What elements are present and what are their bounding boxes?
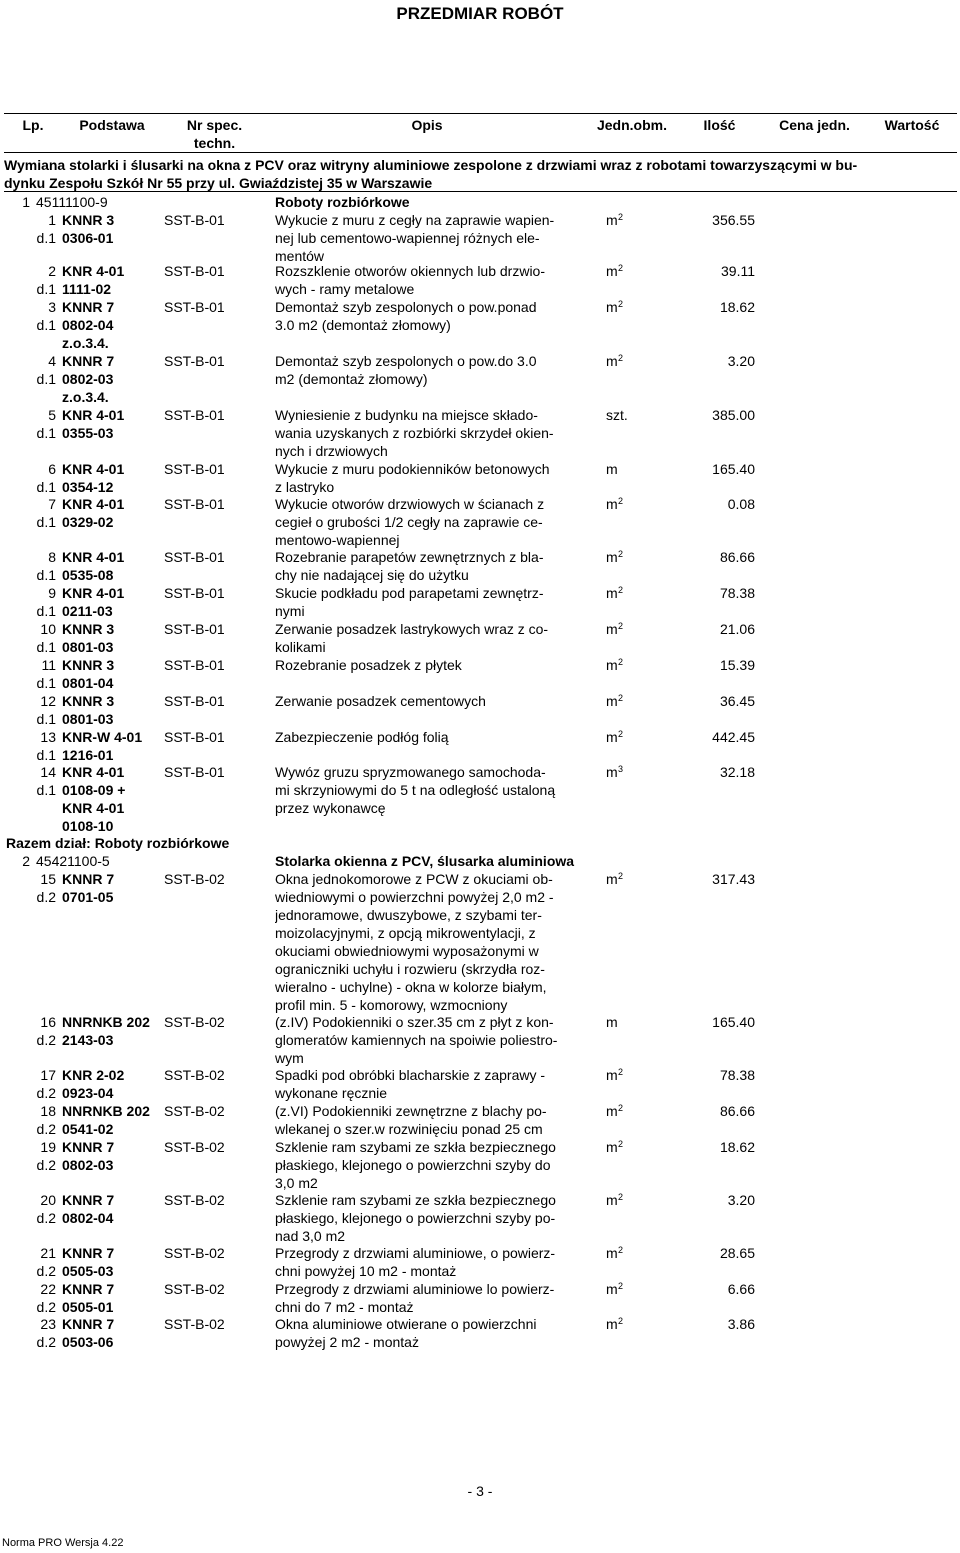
item-quantity: 32.18 (719, 764, 755, 780)
item-unit: m (606, 1192, 618, 1208)
item-spec: SST-B-01 (164, 212, 225, 228)
item-description: profil min. 5 - komorowy, wzmocniony (275, 997, 508, 1013)
item-base: KNNR 7 (62, 1281, 115, 1297)
item-number: 8 (48, 549, 56, 565)
item-quantity: 3.20 (727, 1192, 755, 1208)
item-unit: m (606, 871, 618, 887)
item-unit: m (606, 621, 618, 637)
item-number: 3 (48, 299, 56, 315)
item-spec: SST-B-01 (164, 263, 225, 279)
item-number: 12 (40, 693, 56, 709)
item-number: 19 (40, 1139, 56, 1155)
unit-exponent: 2 (618, 1103, 624, 1113)
unit-exponent-wrap (618, 1280, 623, 1298)
item-base: KNNR 7 (62, 353, 115, 369)
item-description: Rozszklenie otworów okiennych lub drzwio- (275, 263, 546, 279)
unit-exponent: 2 (618, 693, 624, 703)
item-description: cegieł o grubości 1/2 cegły na zaprawie ce- (275, 514, 543, 530)
item-description: wym (275, 1050, 304, 1066)
item-base: 0802-04 (62, 317, 114, 333)
item-unit: m (606, 1245, 618, 1261)
unit-exponent-wrap (618, 1138, 623, 1156)
item-description: przez wykonawcę (275, 800, 386, 816)
col-lp: Lp. (4, 114, 62, 153)
item-spec: SST-B-02 (164, 1281, 225, 1297)
group-name: Stolarka okienna z PCV, ślusarka aluminiowa (275, 853, 575, 869)
item-description: nymi (275, 603, 305, 619)
item-number: 23 (40, 1316, 56, 1332)
item-spec: SST-B-01 (164, 353, 225, 369)
item-quantity: 21.06 (719, 621, 755, 637)
item-unit: m (606, 585, 618, 601)
item-base: KNR 4-01 (62, 461, 125, 477)
item-description: mentów (275, 248, 325, 264)
item-base: 0505-01 (62, 1299, 114, 1315)
item-division: d.1 (36, 782, 56, 798)
item-base: KNR 4-01 (62, 800, 125, 816)
item-division: d.1 (36, 675, 56, 691)
item-base: z.o.3.4. (62, 335, 109, 351)
item-quantity: 78.38 (719, 1067, 755, 1083)
item-division: d.1 (36, 425, 56, 441)
item-base: KNNR 3 (62, 657, 115, 673)
item-division: d.1 (36, 711, 56, 727)
col-podstawa: Podstawa (62, 114, 162, 153)
item-description: Demontaż szyb zespolonych o pow.do 3.0 (275, 353, 537, 369)
item-description: mentowo-wapiennej (275, 532, 400, 548)
item-division: d.1 (36, 230, 56, 246)
item-base: 0505-03 (62, 1263, 114, 1279)
item-unit: m (606, 1139, 618, 1155)
item-base: 0541-02 (62, 1121, 114, 1137)
item-spec: SST-B-02 (164, 1067, 225, 1083)
item-number: 7 (48, 496, 56, 512)
item-spec: SST-B-02 (164, 871, 225, 887)
item-description: ograniczniki uchyłu i rozwieru (skrzydła roz- (275, 961, 545, 977)
item-quantity: 15.39 (719, 657, 755, 673)
item-unit: szt. (606, 407, 628, 423)
item-base: 0802-03 (62, 1157, 114, 1173)
item-base: KNNR 7 (62, 1139, 115, 1155)
item-division: d.1 (36, 639, 56, 655)
unit-exponent-wrap (618, 352, 623, 370)
unit-exponent: 2 (618, 729, 624, 739)
item-unit: m (606, 1316, 618, 1332)
item-quantity: 317.43 (712, 871, 755, 887)
item-description: 3.0 m2 (demontaż złomowy) (275, 317, 451, 333)
item-base: 0503-06 (62, 1334, 114, 1350)
item-unit: m (606, 212, 618, 228)
item-number: 17 (40, 1067, 56, 1083)
item-description: Zerwanie posadzek cementowych (275, 693, 486, 709)
item-description: Wykucie z muru podokienników betonowych (275, 461, 550, 477)
item-description: wych - ramy metalowe (275, 281, 415, 297)
item-description: Demontaż szyb zespolonych o pow.ponad (275, 299, 537, 315)
item-quantity: 86.66 (719, 549, 755, 565)
item-description: Przegrody z drzwiami aluminiowe lo powierz- (275, 1281, 555, 1297)
item-base: KNR 4-01 (62, 407, 125, 423)
item-unit: m (606, 764, 618, 780)
unit-exponent-wrap (618, 692, 623, 710)
item-base: KNNR 7 (62, 1192, 115, 1208)
item-description: Przegrody z drzwiami aluminiowe, o powierz- (275, 1245, 556, 1261)
col-opis: Opis (267, 114, 587, 153)
item-description: wania uzyskanych z rozbiórki skrzydeł okien- (275, 425, 554, 441)
section-title: Wymiana stolarki i ślusarki na okna z PCV oraz witryny aluminiowe zespolone z drzwiami wraz z robotami towarzyszącymi w bu- dynku Zespołu Szkół Nr 55 przy ul. Gwiaździstej 35 w Warszawie (4, 157, 858, 191)
item-division: d.2 (36, 1334, 56, 1350)
item-description: płaskiego, klejonego o powierzchni szyby do (275, 1157, 551, 1173)
unit-exponent-wrap (618, 1315, 623, 1333)
item-division: d.2 (36, 1032, 56, 1048)
item-spec: SST-B-02 (164, 1192, 225, 1208)
item-number: 16 (40, 1014, 56, 1030)
page-title: PRZEDMIAR ROBÓT (396, 4, 564, 23)
col-ilosc: Ilość (677, 114, 762, 153)
item-division: d.1 (36, 281, 56, 297)
item-quantity: 18.62 (719, 1139, 755, 1155)
unit-exponent: 2 (618, 353, 624, 363)
item-description: z lastryko (275, 479, 335, 495)
item-number: 1 (48, 212, 56, 228)
item-base: KNNR 3 (62, 212, 115, 228)
item-description: chni powyżej 10 m2 - montaż (275, 1263, 457, 1279)
item-division: d.2 (36, 1121, 56, 1137)
item-quantity: 356.55 (712, 212, 755, 228)
unit-exponent-wrap (618, 870, 623, 888)
item-number: 2 (48, 263, 56, 279)
unit-exponent: 2 (618, 496, 624, 506)
unit-exponent-wrap (618, 1066, 623, 1084)
item-description: chni do 7 m2 - montaż (275, 1299, 414, 1315)
item-description: Wykucie otworów drzwiowych w ścianach z (275, 496, 545, 512)
item-base: KNR 4-01 (62, 764, 125, 780)
item-division: d.2 (36, 1299, 56, 1315)
item-quantity: 385.00 (712, 407, 755, 423)
item-description: Szklenie ram szybami ze szkła bezpiecznego (275, 1139, 556, 1155)
item-number: 22 (40, 1281, 56, 1297)
item-unit: m (606, 1014, 618, 1030)
group-number: 2 (22, 853, 30, 869)
item-base: KNNR 7 (62, 871, 115, 887)
unit-exponent: 2 (618, 657, 624, 667)
item-spec: SST-B-01 (164, 729, 225, 745)
unit-exponent: 2 (618, 1067, 624, 1077)
item-base: 1216-01 (62, 747, 114, 763)
item-quantity: 36.45 (719, 693, 755, 709)
item-quantity: 3.86 (727, 1316, 755, 1332)
item-description: powyżej 2 m2 - montaż (275, 1334, 419, 1350)
item-quantity: 6.66 (727, 1281, 755, 1297)
unit-exponent-wrap (618, 1102, 623, 1120)
item-description: chy nie nadającej się do użytku (275, 567, 469, 583)
item-base: 0701-05 (62, 889, 114, 905)
item-description: nej lub cementowo-wapiennej różnych ele- (275, 230, 540, 246)
item-description: Wykucie z muru z cegły na zaprawie wapien- (275, 212, 555, 228)
item-description: Szklenie ram szybami ze szkła bezpiecznego (275, 1192, 556, 1208)
item-quantity: 0.08 (727, 496, 755, 512)
item-unit: m (606, 657, 618, 673)
unit-exponent-wrap (618, 728, 623, 746)
item-number: 5 (48, 407, 56, 423)
item-description: 3,0 m2 (275, 1175, 318, 1191)
item-base: KNR-W 4-01 (62, 729, 143, 745)
item-number: 6 (48, 461, 56, 477)
item-quantity: 78.38 (719, 585, 755, 601)
item-unit: m (606, 353, 618, 369)
item-spec: SST-B-02 (164, 1245, 225, 1261)
item-number: 10 (40, 621, 56, 637)
item-base: KNR 2-02 (62, 1067, 125, 1083)
item-unit: m (606, 496, 618, 512)
item-unit: m (606, 693, 618, 709)
item-spec: SST-B-01 (164, 693, 225, 709)
item-number: 15 (40, 871, 56, 887)
item-spec: SST-B-02 (164, 1103, 225, 1119)
item-base: KNR 4-01 (62, 549, 125, 565)
item-description: glomeratów kamiennych na spoiwie poliestro- (275, 1032, 558, 1048)
col-nr-spec: Nr spec. techn. (162, 114, 267, 153)
section-divider (4, 191, 957, 192)
item-unit: m (606, 1103, 618, 1119)
section-total: Razem dział: Roboty rozbiórkowe (6, 835, 230, 851)
item-unit: m (606, 1067, 618, 1083)
unit-exponent-wrap (618, 620, 623, 638)
item-base: KNNR 7 (62, 1316, 115, 1332)
item-base: 0108-09 + (62, 782, 126, 798)
col-wartosc: Wartość (867, 114, 957, 153)
item-base: KNNR 7 (62, 299, 115, 315)
item-number: 9 (48, 585, 56, 601)
item-description: Skucie podkładu pod parapetami zewnętrz- (275, 585, 544, 601)
item-number: 4 (48, 353, 56, 369)
item-description: Spadki pod obróbki blacharskie z zaprawy - (275, 1067, 546, 1083)
group-code: 45111100-9 (36, 194, 108, 210)
item-number: 18 (40, 1103, 56, 1119)
item-spec: SST-B-02 (164, 1014, 225, 1030)
item-base: NNRNKB 202 (62, 1014, 150, 1030)
unit-exponent: 2 (618, 585, 624, 595)
item-description: Okna aluminiowe otwierane o powierzchni (275, 1316, 537, 1332)
item-spec: SST-B-02 (164, 1316, 225, 1332)
unit-exponent-wrap (618, 262, 623, 280)
unit-exponent-wrap (618, 763, 623, 781)
item-description: Rozebranie parapetów zewnętrznych z bla- (275, 549, 544, 565)
item-spec: SST-B-01 (164, 496, 225, 512)
item-division: d.2 (36, 889, 56, 905)
item-unit: m (606, 263, 618, 279)
item-base: NNRNKB 202 (62, 1103, 150, 1119)
item-description: płaskiego, klejonego o powierzchni szyby po- (275, 1210, 556, 1226)
item-description: Zerwanie posadzek lastrykowych wraz z co- (275, 621, 549, 637)
unit-exponent-wrap (618, 584, 623, 602)
item-description: wiedniowymi o powierzchni powyżej 2,0 m2 - (275, 889, 554, 905)
item-base: KNR 4-01 (62, 263, 125, 279)
item-number: 14 (40, 764, 56, 780)
item-division: d.2 (36, 1263, 56, 1279)
item-quantity: 18.62 (719, 299, 755, 315)
item-division: d.1 (36, 747, 56, 763)
item-base: 0801-03 (62, 711, 114, 727)
item-description: moizolacyjnymi, z opcją mikrowentylacji, z (275, 925, 536, 941)
item-spec: SST-B-01 (164, 764, 225, 780)
item-division: d.2 (36, 1085, 56, 1101)
item-spec: SST-B-01 (164, 657, 225, 673)
item-spec: SST-B-01 (164, 407, 225, 423)
item-description: wykonane ręcznie (275, 1085, 388, 1101)
unit-exponent-wrap (618, 1244, 623, 1262)
footer-text: Norma PRO Wersja 4.22 (2, 1537, 124, 1549)
item-description: (z.VI) Podokienniki zewnętrzne z blachy po- (275, 1103, 547, 1119)
item-description: nych i drzwiowych (275, 443, 388, 459)
item-quantity: 39.11 (721, 263, 755, 279)
item-base: 1111-02 (62, 281, 112, 297)
item-base: KNR 4-01 (62, 496, 125, 512)
item-division: d.1 (36, 514, 56, 530)
item-description: mi skrzyniowymi do 5 t na odległość ustaloną (275, 782, 556, 798)
item-base: 0802-03 (62, 371, 114, 387)
item-description: (z.IV) Podokienniki o szer.35 cm z płyt z kon- (275, 1014, 554, 1030)
item-spec: SST-B-01 (164, 621, 225, 637)
item-division: d.1 (36, 479, 56, 495)
unit-exponent: 3 (618, 764, 624, 774)
item-spec: SST-B-01 (164, 585, 225, 601)
item-description: wieralno - uchylne) - okna w kolorze białym, (275, 979, 547, 995)
item-description: wlekanej o szer.w rozwinięciu ponad 25 cm (275, 1121, 543, 1137)
unit-exponent-wrap (618, 656, 623, 674)
unit-exponent-wrap (618, 211, 623, 229)
unit-exponent: 2 (618, 1245, 624, 1255)
item-description: Wyniesienie z budynku na miejsce składo- (275, 407, 538, 423)
item-base: z.o.3.4. (62, 389, 109, 405)
unit-exponent-wrap (618, 298, 623, 316)
unit-exponent: 2 (618, 1139, 624, 1149)
item-base: 0354-12 (62, 479, 114, 495)
unit-exponent-wrap (618, 495, 623, 513)
unit-exponent: 2 (618, 549, 624, 559)
unit-exponent: 2 (618, 1192, 624, 1202)
item-description: kolikami (275, 639, 326, 655)
item-number: 13 (40, 729, 56, 745)
page-number: - 3 - (467, 1483, 493, 1499)
unit-exponent-wrap (618, 1191, 623, 1209)
col-cena: Cena jedn. (762, 114, 867, 153)
item-description: okuciami obwiedniowymi wyposażonymi w (275, 943, 539, 959)
item-base: 0329-02 (62, 514, 114, 530)
item-description: Wywóz gruzu spryzmowanego samochoda- (275, 764, 546, 780)
unit-exponent: 2 (618, 263, 624, 273)
unit-exponent: 2 (618, 871, 624, 881)
item-spec: SST-B-01 (164, 549, 225, 565)
item-division: d.1 (36, 603, 56, 619)
item-spec: SST-B-01 (164, 299, 225, 315)
item-spec: SST-B-02 (164, 1139, 225, 1155)
item-spec: SST-B-01 (164, 461, 225, 477)
item-unit: m (606, 461, 618, 477)
item-base: KNNR 3 (62, 621, 115, 637)
item-number: 11 (41, 657, 56, 673)
item-base: 2143-03 (62, 1032, 114, 1048)
table-header (4, 113, 957, 153)
item-base: 0355-03 (62, 425, 114, 441)
item-base: 0108-10 (62, 818, 114, 834)
item-unit: m (606, 549, 618, 565)
item-quantity: 3.20 (727, 353, 755, 369)
group-code: 45421100-5 (36, 853, 110, 869)
item-base: KNNR 3 (62, 693, 115, 709)
item-division: d.1 (36, 371, 56, 387)
item-base: 0535-08 (62, 567, 114, 583)
item-description: jednoramowe, dwuszybowe, z szybami ter- (275, 907, 542, 923)
item-unit: m (606, 1281, 618, 1297)
item-quantity: 165.40 (712, 461, 755, 477)
item-base: 0801-03 (62, 639, 114, 655)
item-division: d.2 (36, 1157, 56, 1173)
item-description: Okna jednokomorowe z PCW z okuciami ob- (275, 871, 553, 887)
unit-exponent: 2 (618, 1316, 624, 1326)
col-jedn: Jedn.obm. (587, 114, 677, 153)
item-base: 0211-03 (62, 603, 113, 619)
item-quantity: 28.65 (719, 1245, 755, 1261)
item-unit: m (606, 299, 618, 315)
item-description: Zabezpieczenie podłóg folią (275, 729, 449, 745)
item-unit: m (606, 729, 618, 745)
item-division: d.2 (36, 1210, 56, 1226)
unit-exponent: 2 (618, 621, 624, 631)
item-base: KNNR 7 (62, 1245, 115, 1261)
unit-exponent-wrap (618, 548, 623, 566)
item-base: 0802-04 (62, 1210, 114, 1226)
item-description: Rozebranie posadzek z płytek (275, 657, 462, 673)
item-base: KNR 4-01 (62, 585, 125, 601)
unit-exponent: 2 (618, 212, 624, 222)
group-name: Roboty rozbiórkowe (275, 194, 410, 210)
item-quantity: 442.45 (712, 729, 755, 745)
item-quantity: 165.40 (712, 1014, 755, 1030)
item-base: 0801-04 (62, 675, 114, 691)
item-description: m2 (demontaż złomowy) (275, 371, 428, 387)
item-base: 0923-04 (62, 1085, 114, 1101)
item-base: 0306-01 (62, 230, 114, 246)
item-division: d.1 (36, 317, 56, 333)
unit-exponent: 2 (618, 1281, 624, 1291)
item-number: 20 (40, 1192, 56, 1208)
unit-exponent: 2 (618, 299, 624, 309)
item-number: 21 (40, 1245, 56, 1261)
item-division: d.1 (36, 567, 56, 583)
item-quantity: 86.66 (719, 1103, 755, 1119)
item-description: nad 3,0 m2 (275, 1228, 346, 1244)
group-number: 1 (22, 194, 30, 210)
